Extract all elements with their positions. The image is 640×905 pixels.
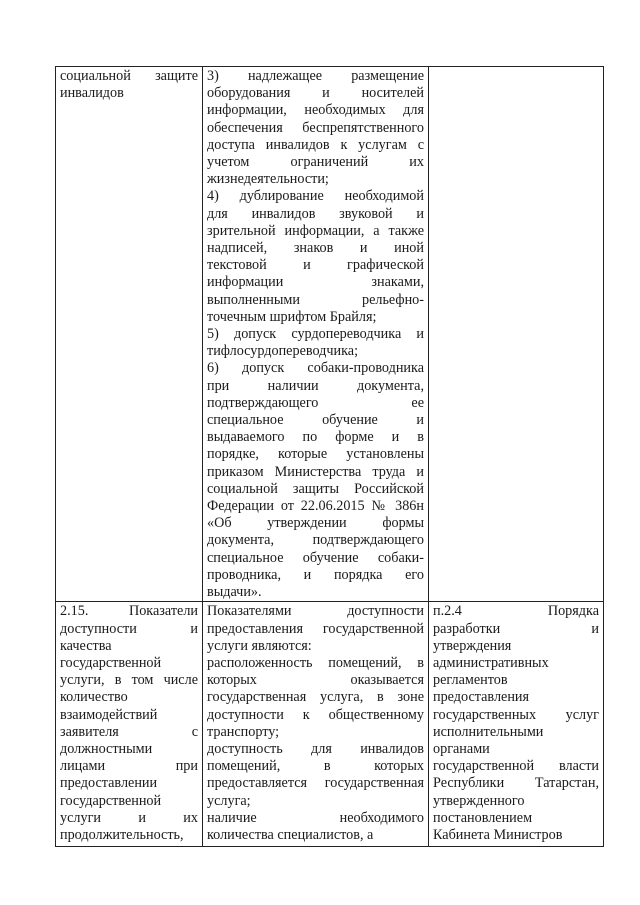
text-line: документа, подтверждающего (207, 532, 424, 549)
text-line: доступность для инвалидов (207, 740, 424, 757)
text-line: при наличии документа, (207, 377, 424, 394)
text-line: 4) дублирование необходимой (207, 188, 424, 205)
text-line: 6) допуск собаки-проводника (207, 360, 424, 377)
text-line: утвержденного (433, 792, 525, 809)
text-line: Федерации от 22.06.2015 № 386н (207, 498, 424, 515)
table-cell-requirement (203, 602, 429, 847)
text-line: помещений, в которых (207, 758, 424, 775)
text-line: количества специалистов, а (207, 826, 374, 843)
text-line: надписей, знаков и иной (207, 240, 424, 257)
text-line: продолжительность, (60, 826, 184, 843)
text-line: выполненными рельефно- (207, 291, 424, 308)
text-line: наличие необходимого (207, 809, 424, 826)
text-line: выдачи». (207, 584, 262, 601)
table-cell-parameter (56, 67, 203, 602)
table-row (56, 67, 604, 602)
text-line: выдаваемого по форме и в (207, 429, 424, 446)
text-line: государственная услуга, в зоне (207, 689, 424, 706)
text-line: административных (433, 654, 549, 671)
text-line: Республики Татарстан, (433, 775, 599, 792)
text-line: п.2.4 Порядка (433, 603, 599, 620)
table-cell-requirement (203, 67, 429, 602)
text-line: должностными (60, 740, 153, 757)
text-line: разработки и (433, 620, 599, 637)
text-line: инвалидов (60, 85, 124, 102)
text-line: расположенность помещений, в (207, 654, 424, 671)
table-cell-parameter (56, 602, 203, 847)
text-line: лицами при (60, 758, 198, 775)
text-line: 2.15. Показатели (60, 603, 198, 620)
text-line: государственной власти (433, 758, 599, 775)
text-line: 5) допуск сурдопереводчика и (207, 326, 424, 343)
text-line: текстовой и графической (207, 257, 424, 274)
text-line: проводника, и порядка его (207, 566, 424, 583)
text-line: жизнедеятельности; (207, 171, 329, 188)
text-line: Кабинета Министров (433, 826, 563, 843)
table-row (56, 602, 604, 847)
text-line: предоставляется государственная (207, 775, 424, 792)
text-line: социальной защиты Российской (207, 480, 424, 497)
text-line: специальное обучение и (207, 412, 424, 429)
text-line: услуги, в том числе (60, 672, 198, 689)
regulation-table (55, 66, 604, 847)
text-line: 3) надлежащее размещение (207, 68, 424, 84)
text-line: доступа инвалидов к услугам с (207, 136, 424, 153)
text-line: услуги являются: (207, 637, 312, 654)
text-line: социальной защите (60, 68, 198, 84)
text-line: взаимодействий (60, 706, 158, 723)
text-line: количество (60, 689, 128, 706)
text-line: зрительной информации, а также (207, 222, 424, 239)
text-line: государственных услуг (433, 706, 599, 723)
text-line: регламентов (433, 672, 508, 689)
text-line: постановлением (433, 809, 533, 826)
text-line: для инвалидов звуковой и (207, 205, 424, 222)
text-line: государственной (60, 654, 162, 671)
text-line: обеспечения беспрепятственного (207, 119, 424, 136)
text-line: исполнительными (433, 723, 544, 740)
text-line: порядке, которые установлены (207, 446, 424, 463)
text-line: предоставления (433, 689, 530, 706)
text-line: доступности к общественному (207, 706, 424, 723)
text-line: утверждения (433, 637, 512, 654)
text-line: качества (60, 637, 112, 654)
text-line: органами (433, 740, 490, 757)
text-line: которых оказывается (207, 672, 424, 689)
text-line: учетом ограничений их (207, 154, 424, 171)
text-line: подтверждающего ее (207, 394, 424, 411)
text-line: услуга; (207, 792, 251, 809)
text-line: заявителя с (60, 723, 198, 740)
text-line: транспорту; (207, 723, 280, 740)
text-line: предоставлении (60, 775, 158, 792)
table-cell-legal-basis (429, 602, 604, 847)
text-line: специальное обучение собаки- (207, 549, 424, 566)
text-line: «Об утверждении формы (207, 515, 424, 532)
text-line: оборудования и носителей (207, 85, 424, 102)
text-line: государственной (60, 792, 162, 809)
text-line: доступности и (60, 620, 198, 637)
text-line: Показателями доступности (207, 603, 424, 620)
text-line: предоставления государственной (207, 620, 424, 637)
text-line: услуги и их (60, 809, 198, 826)
text-line: приказом Министерства труда и (207, 463, 424, 480)
text-line: точечным шрифтом Брайля; (207, 308, 377, 325)
text-line: информации, необходимых для (207, 102, 424, 119)
table-cell-legal-basis (429, 67, 604, 602)
text-line: информации знаками, (207, 274, 424, 291)
text-line: тифлосурдопереводчика; (207, 343, 359, 360)
